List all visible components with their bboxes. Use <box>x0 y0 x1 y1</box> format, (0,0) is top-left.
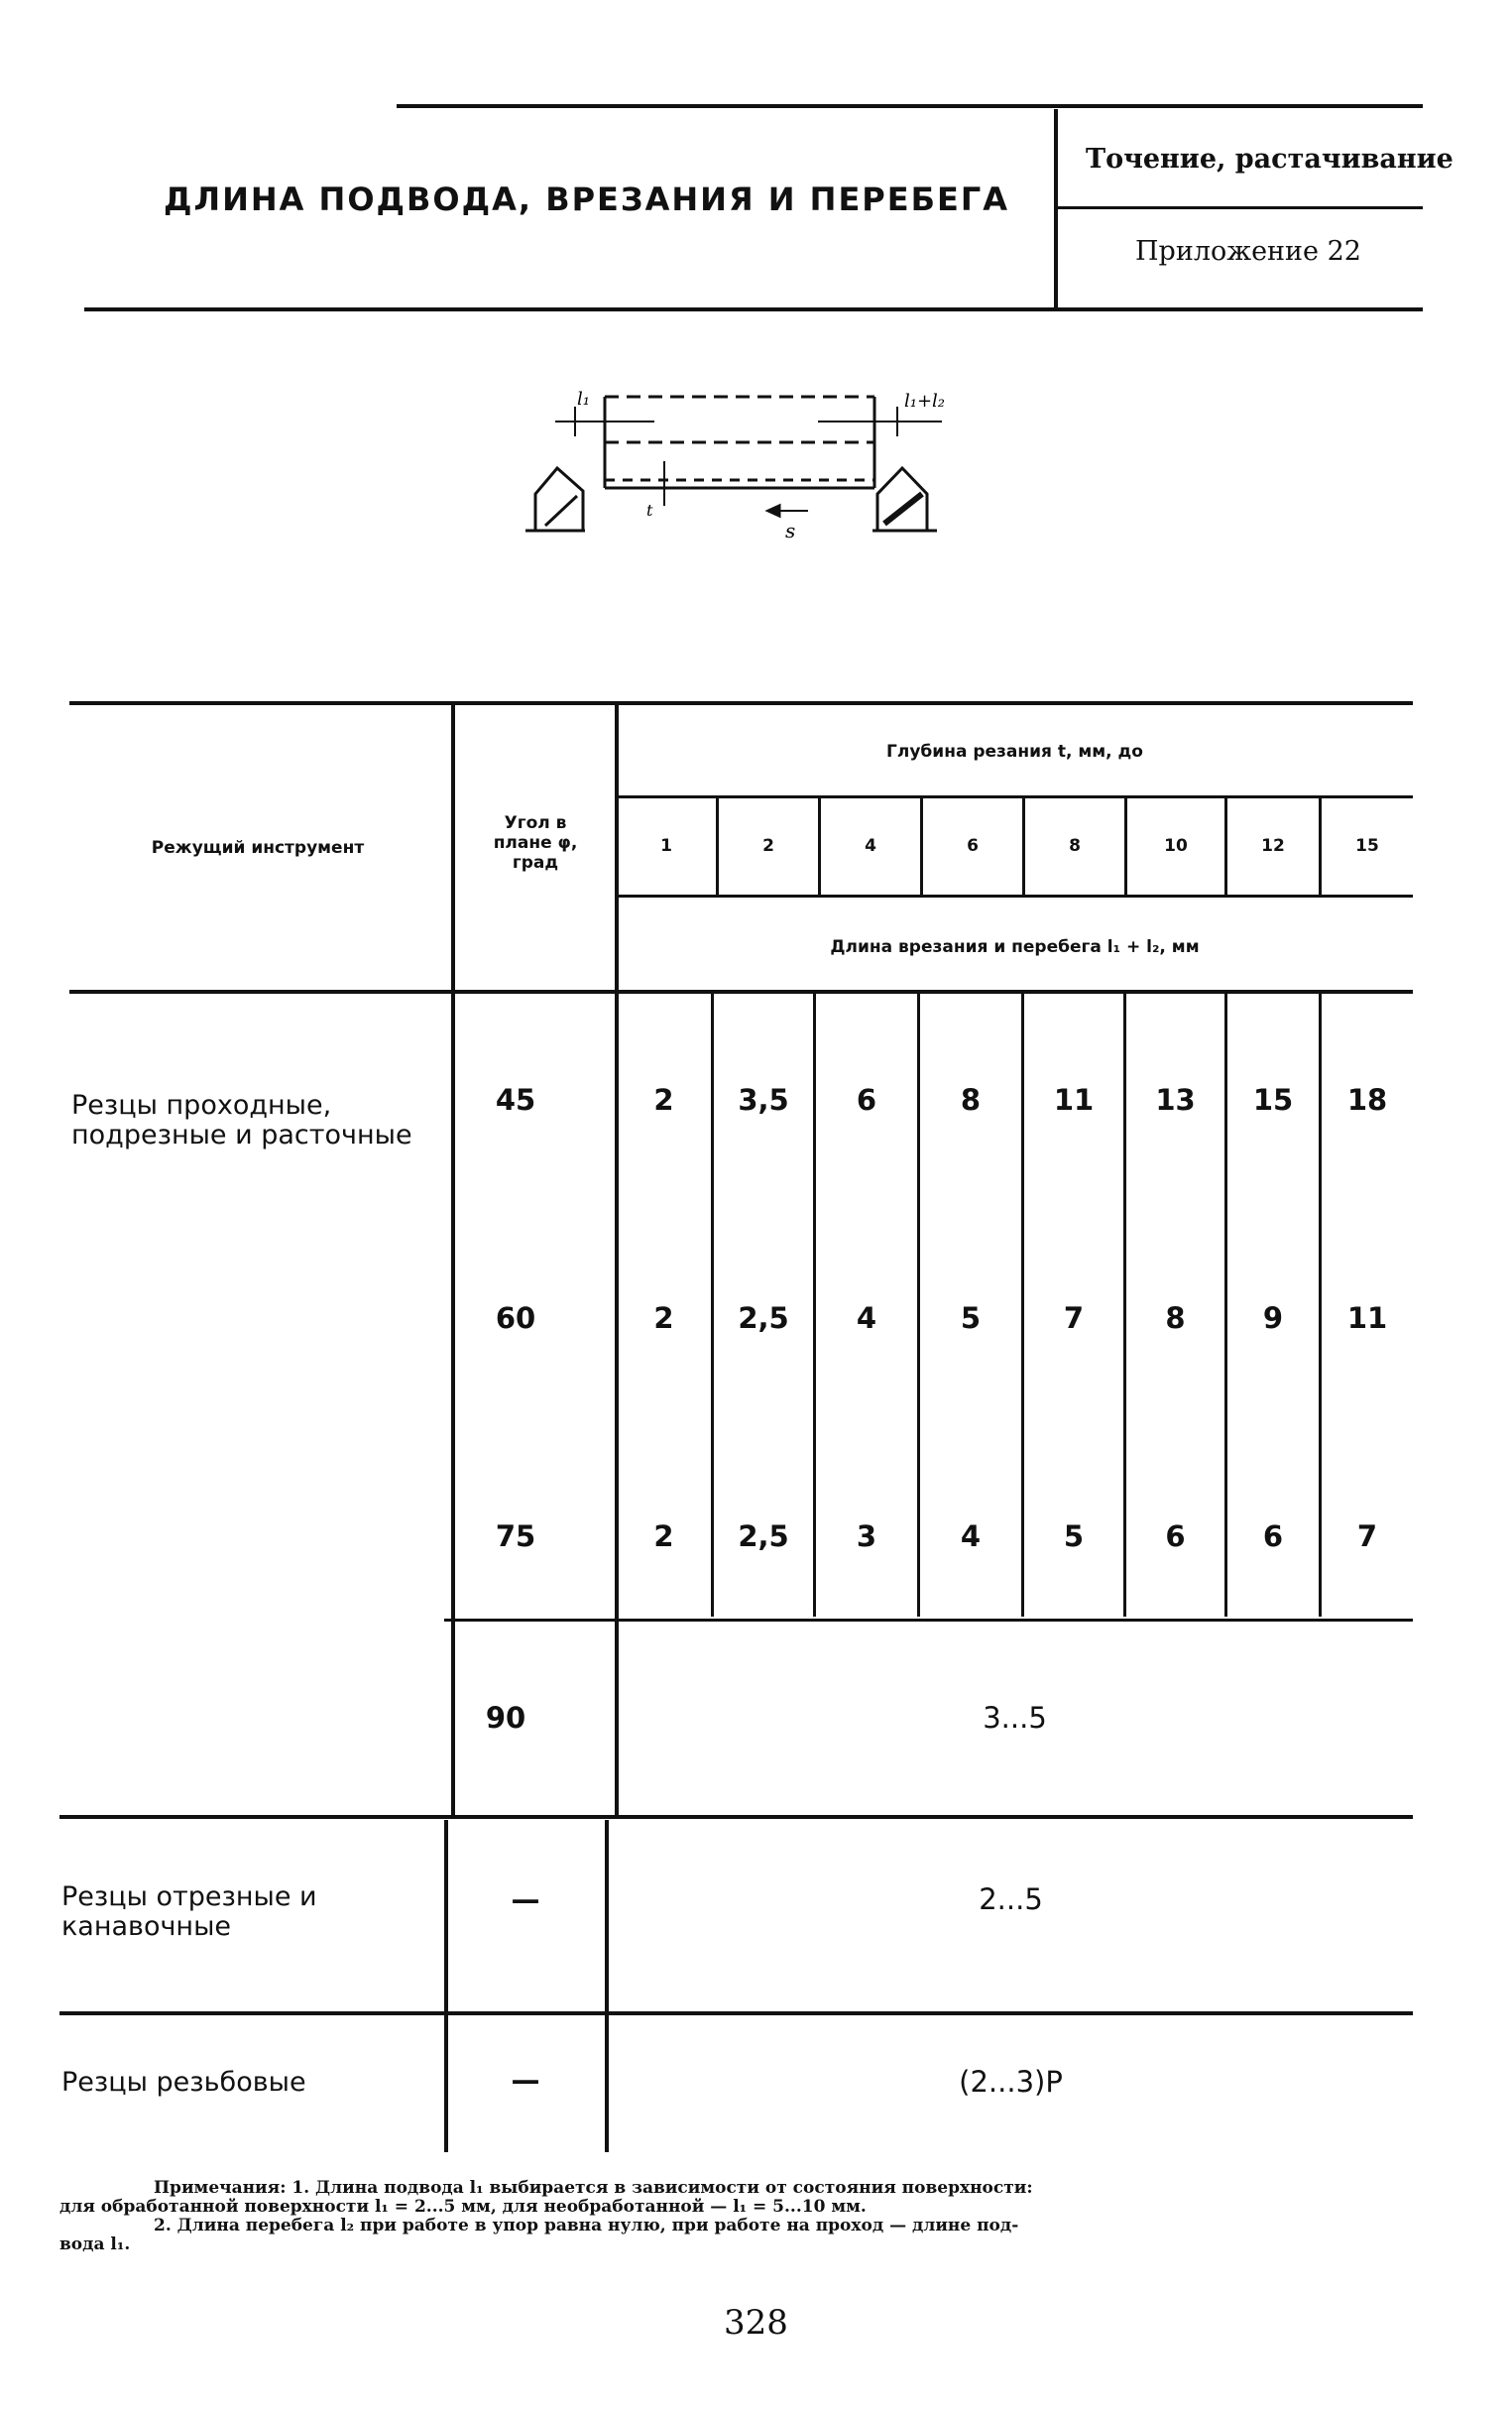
table-cell: 3,5 <box>738 1083 789 1117</box>
table-cell: 11 <box>1346 1301 1388 1335</box>
angle-cell: 60 <box>495 1301 536 1335</box>
angle-cell: 45 <box>495 1083 536 1117</box>
table-cell: 2 <box>653 1519 674 1553</box>
table-cell: 6 <box>1165 1519 1186 1553</box>
depth-header-rule <box>617 795 1413 798</box>
angle-cell: 75 <box>495 1519 536 1553</box>
table-cell: 7 <box>1356 1519 1378 1553</box>
table-cell: 8 <box>960 1083 982 1117</box>
table-cell: 4 <box>856 1301 877 1335</box>
appendix-label: Приложение 22 <box>1135 236 1361 267</box>
table-cell: 7 <box>1063 1301 1085 1335</box>
note-line: 2. Длина перебега l₂ при работе в упор равна нулю, при работе на проход — длине под- <box>154 2216 1019 2235</box>
diagram-label-t: t <box>646 501 653 520</box>
table-cell: 18 <box>1346 1083 1388 1117</box>
col-header-angle: Угол в плане φ, град <box>493 813 578 873</box>
table-cell: 11 <box>1053 1083 1095 1117</box>
table-cell: 2 <box>653 1083 674 1117</box>
angle-cell: 90 <box>485 1701 526 1735</box>
table-cell: 2,5 <box>738 1301 789 1335</box>
row90-top-rule <box>444 1619 1413 1622</box>
depth-values-rule <box>617 895 1413 898</box>
note-line: вода l₁. <box>59 2234 131 2254</box>
angle-cell: — <box>511 1882 540 1916</box>
row-cut-bottom-rule <box>59 2011 1413 2015</box>
table-cell: 2 <box>653 1301 674 1335</box>
table-top-rule <box>69 701 1413 705</box>
note-line: Примечания: 1. Длина подвода l₁ выбирается в зависимости от состояния поверхности: <box>154 2178 1033 2198</box>
note-line: для обработанной поверхности l₁ = 2...5 мм, для необработанной — l₁ = 5...10 мм. <box>59 2197 867 2217</box>
header-bottom-rule-table <box>69 990 1413 994</box>
diagram-label-l1-l2: l₁+l₂ <box>904 391 946 412</box>
tool-col-divider-lower <box>444 1820 448 2152</box>
depth-value: 6 <box>967 836 979 856</box>
depth-header: Глубина резания t, мм, до <box>886 742 1143 762</box>
depth-value: 1 <box>660 836 672 856</box>
length-header: Длина врезания и перебега l₁ + l₂, мм <box>830 937 1200 957</box>
tool-col-divider <box>451 702 455 1815</box>
table-cell: 5 <box>960 1301 982 1335</box>
table-cell: 5 <box>1063 1519 1085 1553</box>
diagram-label-s: s <box>785 519 796 543</box>
table-cell: 2,5 <box>738 1519 789 1553</box>
page-title: ДЛИНА ПОДВОДА, ВРЕЗАНИЯ И ПЕРЕБЕГА <box>164 181 1010 218</box>
depth-value: 4 <box>865 836 876 856</box>
merged-value-cell: 3...5 <box>983 1701 1047 1735</box>
row-label-cutoff-tools: Резцы отрезные и канавочные <box>61 1881 317 1942</box>
table-cell: 6 <box>856 1083 877 1117</box>
table-cell: 13 <box>1155 1083 1196 1117</box>
angle-col-divider <box>615 702 619 1815</box>
cutting-diagram <box>525 377 972 555</box>
diagram-label-l1: l₁ <box>577 389 590 410</box>
footnotes <box>59 2179 1408 2254</box>
header-mid-rule <box>1056 206 1423 209</box>
page-number: 328 <box>724 2303 788 2343</box>
row-label-through-tools: Резцы проходные, подрезные и расточные <box>71 1090 412 1150</box>
angle-col-divider-lower <box>605 1820 609 2152</box>
merged-value-cell: (2...3)P <box>959 2065 1063 2099</box>
depth-value: 2 <box>762 836 774 856</box>
depth-value: 12 <box>1261 836 1285 856</box>
col-header-tool: Режущий инструмент <box>151 838 365 858</box>
depth-value: 15 <box>1355 836 1379 856</box>
table-cell: 8 <box>1165 1301 1186 1335</box>
header-top-rule <box>397 104 1423 108</box>
table-cell: 3 <box>856 1519 877 1553</box>
table-cell: 9 <box>1262 1301 1284 1335</box>
section-label: Точение, растачивание <box>1086 144 1454 175</box>
group1-bottom-rule <box>59 1815 1413 1819</box>
depth-value: 8 <box>1069 836 1081 856</box>
depth-value: 10 <box>1164 836 1188 856</box>
table-cell: 4 <box>960 1519 982 1553</box>
table-cell: 15 <box>1252 1083 1294 1117</box>
angle-cell: — <box>511 2063 540 2097</box>
merged-value-cell: 2...5 <box>979 1882 1043 1916</box>
row-label-thread-tools: Резцы резьбовые <box>61 2067 306 2098</box>
table-cell: 6 <box>1262 1519 1284 1553</box>
header-bottom-rule <box>84 307 1423 311</box>
